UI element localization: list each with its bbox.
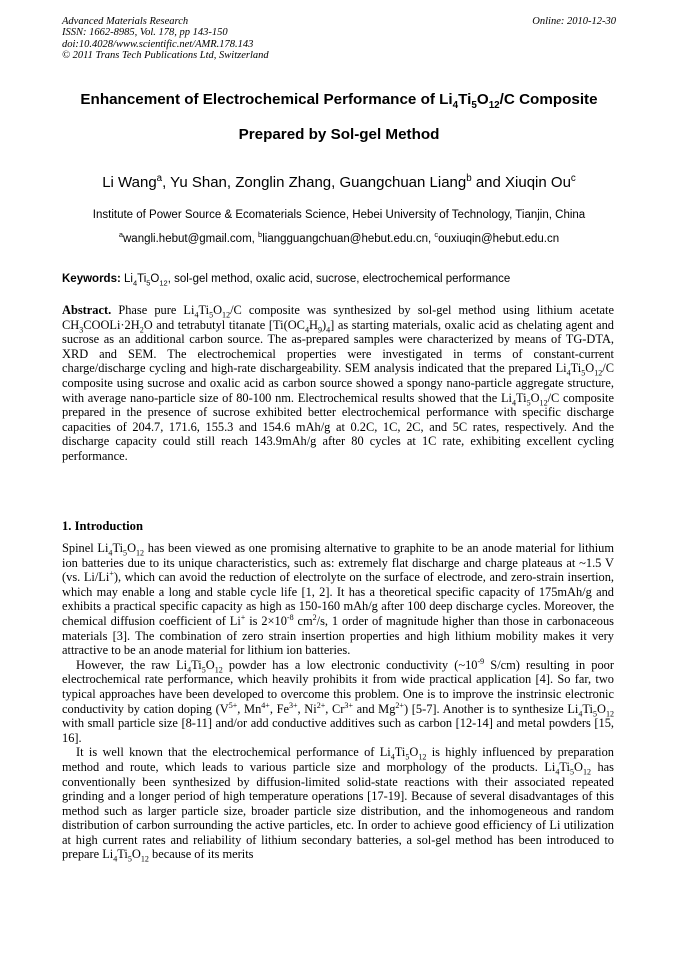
online-date: Online: 2010-12-30 <box>532 16 616 27</box>
paragraph: It is well known that the electrochemical performance of $Li_4Ti_5O_{12}$ is highly influenced by preparation method and route, which leads to various particle size and morphology of the products. $Li_4Ti_5O_{12}$ has conventionally been synthesized by diffusion-limited solid-state reactions with their associated repeated grinding and a longer period of high temperature operations [17-19]. Because of several disadvantages of this method such as larger particle size, broader particle size distribution, and the inhomogeneous and random distribution of carbon surrounding the active particles, etc. In order to achieve good efficiency of Li utilization at high current rates and reliability of lithium secondary batteries, a sol-gel method has been introduced to prepare $Li_4Ti_5O_{12}$ because of its merits <box>62 745 614 864</box>
copyright-line: © 2011 Trans Tech Publications Ltd, Switzerland <box>62 49 269 61</box>
journal-header <box>62 16 616 61</box>
keywords-label: Keywords: <box>62 273 121 285</box>
doi-line: doi:10.4028/www.scientific.net/AMR.178.143 <box>62 38 254 50</box>
abstract: Abstract. Phase pure $Li_4Ti_5O_{12}/C$ composite was synthesized by sol-gel method using lithium acetate $CH_3COOLi\cdot 2H_2O$ and tetrabutyl titanate $[Ti(OC_4H_9)_4]$ as starting materials, oxalic acid as chelating agent and sucrose as an additional carbon source. The as-prepared samples were characterized by means of TG-DTA, XRD and SEM. The electrochemical properties were investigated in terms of constant-current charge/discharge cycling and high-rate dischargeability. SEM analysis indicated that the prepared $Li_4Ti_5O_{12}/C$ composite using sucrose and oxalic acid as carbon source showed a spongy nano-particle aggregate structure, with average nano-particle size of 80-100 nm. Electrochemical results showed that the $Li_4Ti_5O_{12}/C$ composite prepared in the presence of sucrose exhibited better electrochemical performance with specific discharge capacities of 204.7, 171.6, 155.3 and 154.6 mAh/g at 0.2C, 1C, 2C, and 5C rates, respectively. And the discharge capacity could still reach 143.9mAh/g after 80 cycles at 1C rate, exhibiting excellent cycling performance. <box>62 303 614 463</box>
keywords: Keywords: $Li_4Ti_5O_{12}$, sol-gel method, oxalic acid, sucrose, electrochemical performance <box>62 273 511 288</box>
email-link[interactable]: wangli.hebut@gmail.com, <box>123 233 259 245</box>
affiliation: Institute of Power Source & Ecomaterials Science, Hebei University of Technology, Tianjin, China <box>92 209 586 221</box>
abstract-label: Abstract. <box>62 303 112 317</box>
issn-line: ISSN: 1662-8985, Vol. 178, pp 143-150 <box>62 27 228 39</box>
author-emails: $^a$wangli.hebut@gmail.com, $^b$liangguangchuan@hebut.edu.cn, $^c$ouxiuqin@hebut.edu.cn <box>118 230 560 245</box>
paper-title-line-2: Prepared by Sol-gel Method <box>238 126 440 143</box>
introduction-body <box>62 541 614 862</box>
author-list: Li Wang$^a$, Yu Shan, Zonglin Zhang, Guangchuan Liang$^b$ and Xiuqin Ou$^c$ <box>102 173 576 191</box>
email-link[interactable]: ouxiuqin@hebut.edu.cn <box>438 233 560 245</box>
paragraph: However, the raw $Li_4Ti_5O_{12}$ powder has a low electronic conductivity ($\sim 10^{-9}$ S/cm) resulting in poor electrochemical rate performance, which heavily prohibits it from wide practical application [4]. So far, two typical approaches have been developed to overcome this problem. One is to improve the instrinsic electronic conductivity by cation doping ($V^{5+}$, $Mn^{4+}$, $Fe^{3+}$, $Ni^{2+}$, $Cr^{3+}$ and $Mg^{2+}$) [5-7]. Another is to synthesize $Li_4Ti_5O_{12}$ with small particle size [8-11] and/or add conductive additives such as carbon [12-14] and metal powders [15, 16]. <box>62 656 615 745</box>
paper-title-line-1: Enhancement of Electrochemical Performance of $Li_4Ti_5O_{12}/C$ Composite <box>80 91 598 112</box>
journal-name: Advanced Materials Research <box>62 16 189 27</box>
section-heading-introduction: 1. Introduction <box>62 519 143 533</box>
email-link[interactable]: liangguangchuan@hebut.edu.cn, <box>262 233 435 245</box>
paragraph: Spinel $Li_4Ti_5O_{12}$ has been viewed as one promising alternative to graphite to be an anode material for lithium ion batteries due to its unique characteristics, such as: extremely flat discharge and charge plateaus at ~1.5 V (vs. Li/Li+), which can avoid the reduction of electrolyte on the surface of electrode, and zero-strain insertion, which may enable a long and stable cycle life [1, 2]. It has a theoretical specific capacity of 175mAh/g and exhibits a practical specific capacity as high as 150-160 mAh/g after 100 deep discharge cycles. Moreover, the chemical diffusion coefficient of Li+ is $2\times 10^{-8}$ $cm^2/s$, 1 order of magnitude higher than those in carbonaceous materials [3]. The combination of zero strain insertion properties and high lithium mobility makes it very attractive to be an anode material for lithium ion batteries. <box>62 541 614 658</box>
